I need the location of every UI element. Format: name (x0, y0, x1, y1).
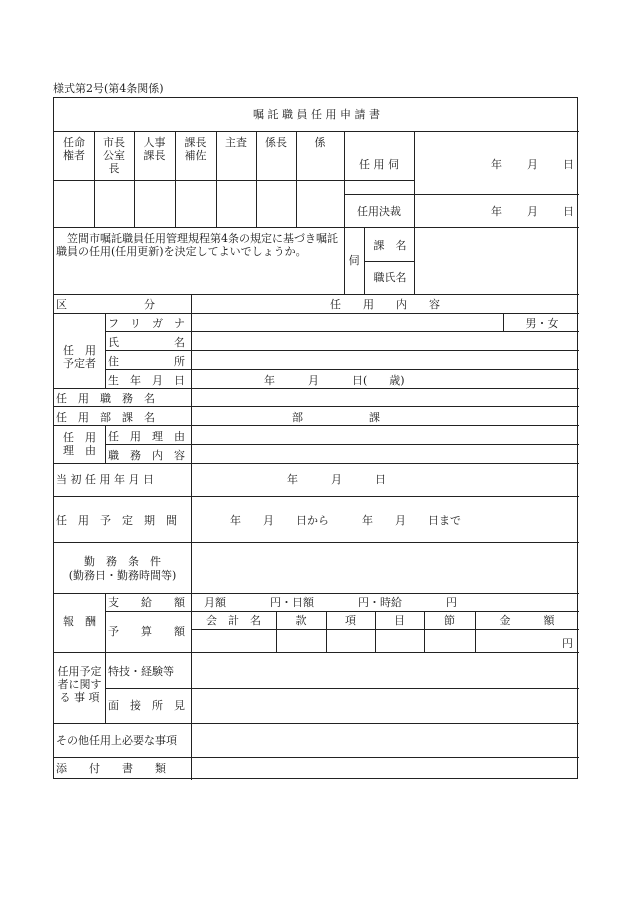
decision-year: 年 (491, 205, 502, 218)
decision-day: 日 (563, 205, 574, 218)
application-form (53, 97, 578, 779)
period-label: 任 用 予 定 期 間 (56, 514, 177, 527)
conditions-label: 勤 務 条 件 (84, 555, 161, 568)
initial-date-value: 年 月 日 (287, 473, 386, 486)
budget-label: 予 算 額 (108, 625, 185, 638)
decision-label: 任用決裁 (357, 205, 401, 218)
content-head: 任 用 内 容 (330, 298, 440, 311)
candidate-group: 任 用 予定者 (63, 344, 96, 370)
rule-line (54, 388, 579, 389)
skills-label: 特技・経験等 (108, 665, 174, 678)
section-head: 区 分 (56, 298, 155, 311)
rule-line (54, 227, 579, 228)
rule-line (191, 629, 579, 630)
budget-column-header: 節 (444, 614, 455, 627)
rule-line (54, 180, 414, 181)
duties-label: 職 務 内 容 (108, 449, 185, 462)
rule-line (54, 652, 579, 653)
rule-line (105, 444, 579, 445)
rule-line (105, 425, 106, 463)
rule-line (54, 757, 579, 758)
pay-group: 報 酬 (63, 615, 96, 628)
rule-line (364, 227, 365, 294)
rule-line (54, 406, 579, 407)
birthdate-label: 生 年 月 日 (108, 374, 185, 387)
pay-amount-value: 月額 円・日額 円・時給 円 (204, 596, 457, 609)
reason-group: 任 用 理 由 (63, 431, 96, 457)
section-label: 課 名 (373, 239, 407, 252)
interview-label: 面 接 所 見 (108, 699, 185, 712)
reason-label: 任 用 理 由 (108, 430, 185, 443)
form-number: 様式第2号(第4条関係) (53, 82, 164, 95)
gender-value: 男・女 (525, 317, 559, 330)
department-label: 任 用 部 課 名 (56, 411, 155, 424)
rule-line (54, 496, 579, 497)
approval-header: 係長 (265, 136, 287, 149)
birthdate-value: 年 月 日( 歳) (264, 374, 405, 387)
initial-date-label: 当 初 任 用 年 月 日 (56, 473, 154, 486)
approval-header: 任命 権者 (63, 136, 85, 162)
inquiry-month: 月 (527, 158, 538, 171)
rule-line (54, 131, 579, 132)
rule-line (54, 723, 579, 724)
rule-line (105, 688, 579, 689)
attachments-label: 添 付 書 類 (56, 762, 166, 775)
rule-line (105, 611, 579, 612)
inquiry-day: 日 (563, 158, 574, 171)
rule-line (54, 463, 579, 464)
inquiry-label: 任 用 伺 (359, 158, 399, 171)
approval-header: 主査 (225, 136, 247, 149)
yen-unit: 円 (562, 637, 573, 650)
rule-line (54, 593, 579, 594)
rule-line (105, 652, 106, 723)
rule-line (105, 331, 579, 332)
period-value: 年 月 日から 年 月 日まで (230, 514, 461, 527)
rule-line (414, 131, 415, 227)
staff-label: 職氏名 (373, 271, 407, 284)
rule-line (54, 313, 579, 314)
name-label: 氏 名 (108, 336, 185, 349)
decision-month: 月 (527, 205, 538, 218)
approval-header: 市長 公室 長 (103, 136, 125, 175)
rule-line (344, 194, 579, 195)
budget-column-header: 目 (394, 614, 405, 627)
budget-column-header: 款 (295, 614, 307, 627)
approval-header: 課長 補佐 (184, 136, 207, 162)
pay-amount-label: 支 給 額 (108, 596, 185, 609)
address-label: 住 所 (108, 355, 185, 368)
form-title: 嘱 託 職 員 任 用 申 請 書 (253, 108, 380, 121)
conditions-sub: (勤務日・勤務時間等) (68, 569, 177, 582)
rule-line (54, 542, 579, 543)
department-value: 部 課 (292, 411, 380, 424)
budget-column-header: 会 計 名 (206, 614, 261, 627)
rule-line (364, 261, 414, 262)
inquiry-year: 年 (491, 158, 502, 171)
approval-header: 人事 課長 (143, 136, 166, 162)
proposal-statement: 笠間市嘱託職員任用管理規程第4条の規定に基づき嘱託職員の任用(任用更新)を決定してよいでしょうか。 (56, 232, 338, 258)
rule-line (191, 294, 192, 780)
budget-column-header: 項 (345, 614, 356, 627)
approval-header: 係 (314, 136, 326, 149)
budget-column-header: 金 額 (499, 614, 555, 627)
rule-line (503, 313, 504, 331)
candidate-info-group: 任用予定 者に関す る 事 項 (57, 665, 102, 704)
rule-line (105, 369, 579, 370)
job-title-label: 任 用 職 務 名 (56, 392, 155, 405)
inquiry-char: 伺 (348, 254, 360, 267)
rule-line (54, 425, 579, 426)
furigana-label: フ リ ガ ナ (108, 317, 185, 330)
rule-line (105, 593, 106, 652)
rule-line (54, 294, 579, 295)
other-label: その他任用上必要な事項 (56, 734, 177, 747)
rule-line (105, 313, 106, 388)
rule-line (105, 350, 579, 351)
rule-line (414, 227, 415, 294)
